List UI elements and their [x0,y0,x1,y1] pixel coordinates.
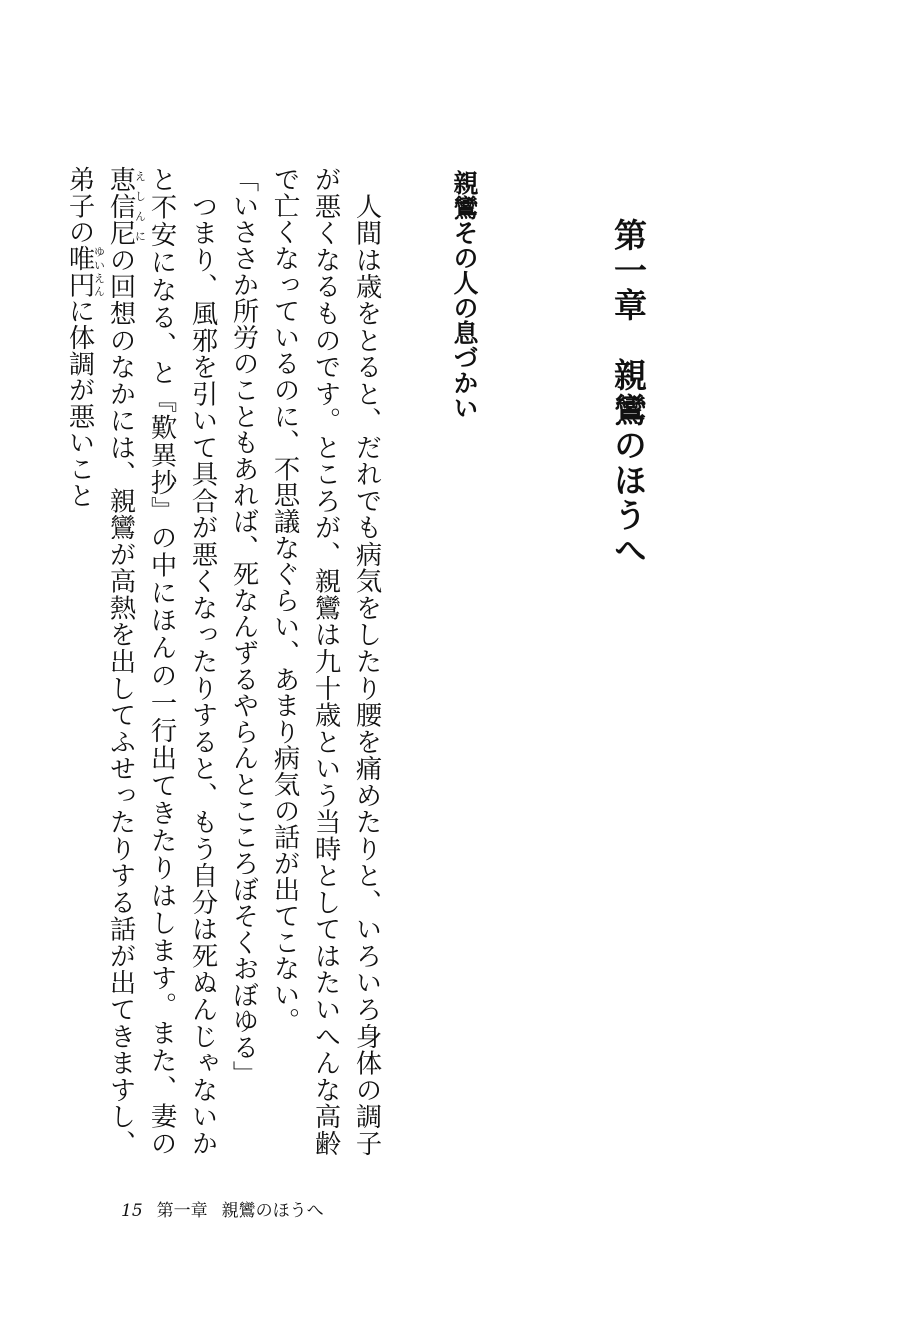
ruby-eshinni: 恵信尼えしんに [105,166,147,247]
body-text [64,166,386,1156]
paragraph-1: 人間は歳をとると、だれでも病気をしたり腰を痛めたりと、いろいろ身体の調子が悪くなるものです。ところが、親鸞は九十歳という当時としてはたいへんな高齢で亡くなっているのに、不思議なぐらい、あまり病気の話が出てこない。 [269,166,381,1156]
footer-title: 親鸞のほうへ [221,1201,324,1221]
footer-chapter: 第一章 [156,1201,208,1221]
chapter-title: 第一章 親鸞のほうへ [609,218,648,568]
paragraph-3: つまり、風邪を引いて具合が悪くなったりすると、もう自分は死ぬんじゃないかと不安になる、と『歎異抄』の中にほんの一行出てきたりはします。また、妻の恵信尼えしんにの回想のなかには、親鸞が高熱を出してふせったりする話が出てきますし、弟子の唯円ゆいえんに体調が悪いこと [64,166,217,1156]
page-number: 15 [121,1201,143,1221]
section-heading: 親鸞その人の息づかい [450,170,479,420]
ruby-yuien: 唯円ゆいえん [64,244,106,298]
page-footer [121,1196,324,1221]
paragraph-quote: 「いささか所労のこともあれば、死なんずるやらんとこころぼそくおぼゆる」 [228,166,258,1087]
